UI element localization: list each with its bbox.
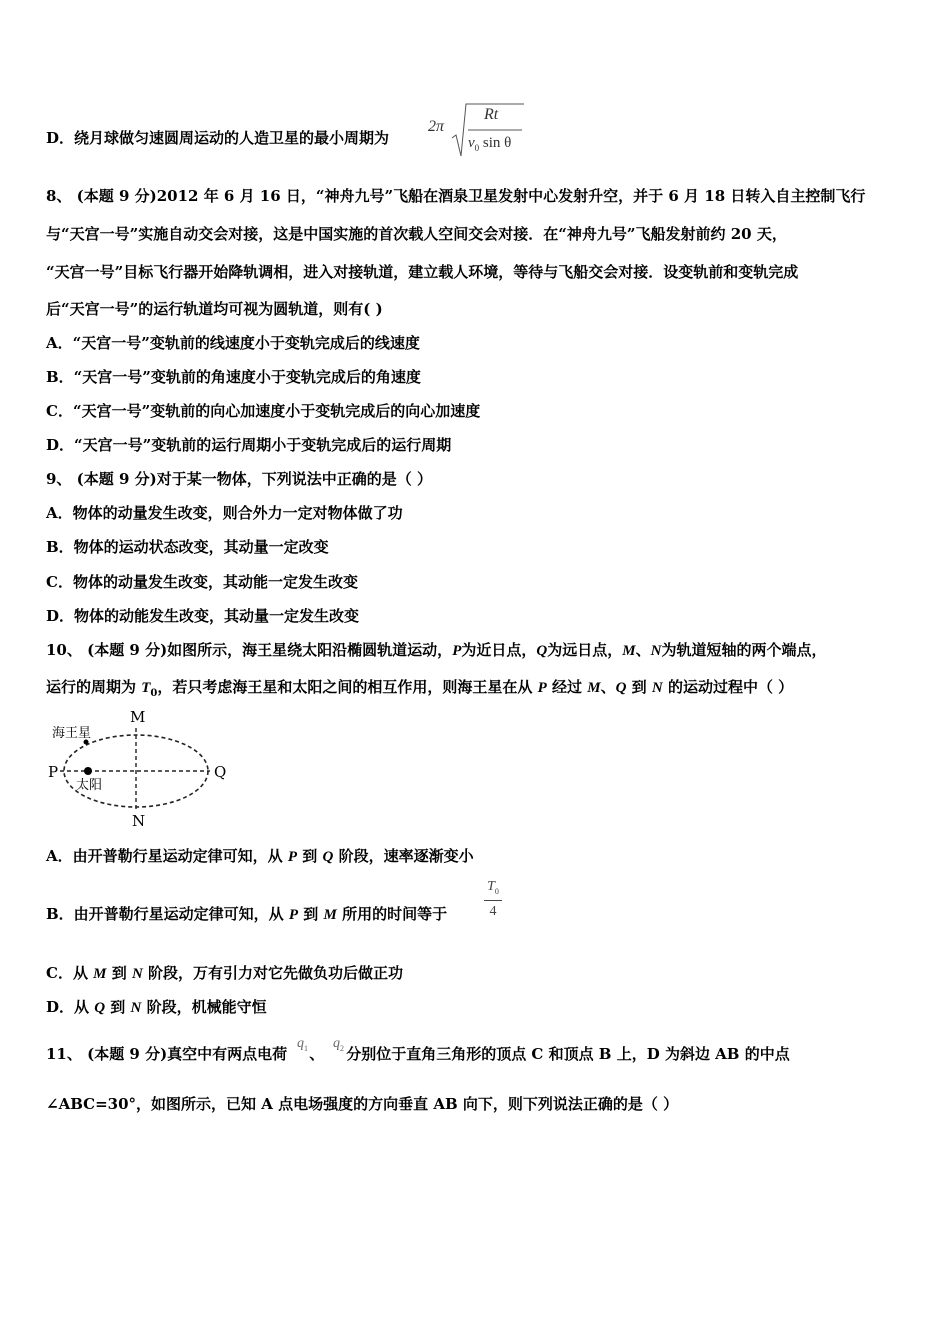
q10-option-d — [46, 997, 267, 1018]
q9-option-c: C．物体的动量发生改变，其动能一定发生改变 — [46, 573, 358, 591]
q10-s1-e: 为轨道短轴的两个端点， — [661, 641, 827, 659]
q10-s2-T: T — [141, 680, 151, 696]
q9-option-d: D．物体的动能发生改变，其动量一定发生改变 — [46, 607, 360, 625]
q10-s2-c: 经过 — [546, 678, 588, 696]
label-sun: 太阳 — [76, 778, 103, 793]
q10-c-a: C．从 — [46, 964, 94, 982]
q9-stem: 9、 (本题 9 分)对于某一物体，下列说法中正确的是（ ） — [46, 470, 432, 488]
q9-option-a: A．物体的动量发生改变，则合外力一定对物体做了功 — [46, 504, 403, 522]
q11-q1: q — [297, 1036, 304, 1051]
frac-denominator: 4 — [489, 904, 497, 919]
q10-a-P: P — [287, 849, 298, 865]
q7-formula-denominator — [468, 135, 511, 153]
q11-stem-line-1 — [46, 1044, 790, 1064]
q8-stem-line-3: “天宫一号”目标飞行器开始降轨调相，进入对接轨道，建立载人环境，等待与飞船交会对接．设变轨前和变轨完成 — [46, 263, 799, 281]
q10-s2-M: M — [587, 680, 601, 696]
q10-s1-a: 10、 (本题 9 分)如图所示，海王星绕太阳沿椭圆轨道运动， — [46, 641, 453, 659]
q10-c-b: 到 — [106, 964, 132, 982]
q8-option-d: D．“天宫一号”变轨前的运行周期小于变轨完成后的运行周期 — [46, 436, 452, 454]
q7-den-rest: sin θ — [482, 135, 512, 151]
q10-option-a — [46, 846, 474, 867]
q10-s2-sub: 0 — [150, 688, 158, 699]
q7-formula — [428, 100, 528, 160]
q11-q2: q — [333, 1036, 340, 1051]
q10-d-N: N — [130, 1000, 142, 1016]
q10-s2-b: ，若只考虑海王星和太阳之间的相互作用，则海王星在从 — [157, 678, 538, 696]
frac-num-sub: 0 — [494, 886, 499, 896]
q10-b-P: P — [288, 907, 299, 923]
q10-s2-a: 运行的周期为 — [46, 678, 142, 696]
q10-a-b: 到 — [297, 847, 323, 865]
q11-charge-q1 — [297, 1036, 308, 1053]
q8-stem-line-1: 8、 (本题 9 分)2012 年 6 月 16 日，“神舟九号”飞船在酒泉卫星发射中心发射升空，并于 6 月 18 日转入自主控制飞行 — [46, 187, 866, 205]
q9-option-b: B．物体的运动状态改变，其动量一定改变 — [46, 538, 329, 556]
q7-option-d — [46, 128, 389, 148]
q10-s2-f: 的运动过程中（ ） — [662, 678, 794, 696]
q11-l1-b: 分别位于直角三角形的顶点 C 和顶点 B 上，D 为斜边 AB 的中点 — [346, 1045, 790, 1063]
q10-option-c — [46, 963, 403, 984]
q10-c-N: N — [131, 966, 143, 982]
q10-s1-P: P — [452, 643, 462, 659]
q8-option-c: C．“天宫一号”变轨前的向心加速度小于变轨完成后的向心加速度 — [46, 402, 481, 420]
q10-d-b: 到 — [105, 998, 131, 1016]
q11-stem-line-2: ∠ABC=30°，如图所示，已知 A 点电场强度的方向垂直 AB 向下，则下列说法正确的是（ ） — [46, 1095, 679, 1113]
q10-b-c: 所用的时间等于 — [336, 905, 448, 923]
q10-a-a: A．由开普勒行星运动定律可知，从 — [46, 847, 288, 865]
q10-option-b-fraction — [482, 879, 504, 929]
q7-formula-numerator: Rt — [484, 106, 499, 123]
q10-b-a: B．由开普勒行星运动定律可知，从 — [46, 905, 289, 923]
q10-s1-Q: Q — [536, 643, 548, 659]
q10-a-c: 阶段，速率逐渐变小 — [333, 847, 474, 865]
label-P: P — [48, 763, 59, 781]
q10-s1-M: M — [622, 643, 636, 659]
q10-a-Q: Q — [322, 849, 334, 865]
q11-q2-sub: 2 — [340, 1043, 344, 1053]
q11-sep: 、 — [309, 1045, 325, 1063]
q10-b-M: M — [323, 907, 337, 923]
q10-s1-N: N — [650, 643, 662, 659]
frac-numerator — [484, 879, 502, 896]
q8-stem-line-4: 后“天宫一号”的运行轨道均可视为圆轨道，则有( ) — [46, 300, 383, 318]
q10-stem-line-1 — [46, 640, 826, 661]
q11-q1-sub: 1 — [304, 1043, 308, 1053]
q10-d-a: D．从 — [46, 998, 95, 1016]
q10-d-c: 阶段，机械能守恒 — [141, 998, 267, 1016]
q10-s2-e: 到 — [626, 678, 652, 696]
q7-den-v: v — [468, 135, 475, 151]
q10-s1-b: 为近日点， — [461, 641, 537, 659]
q10-c-c: 阶段，万有引力对它先做负功后做正功 — [142, 964, 404, 982]
label-Q: Q — [214, 763, 227, 781]
q7-formula-coef: 2π — [428, 118, 445, 135]
q11-charge-q2 — [333, 1036, 344, 1053]
q8-stem-line-2: 与“天宫一号”实施自动交会对接，这是中国实施的首次载人空间交会对接．在“神舟九号”飞船发射前约 20 天， — [46, 225, 787, 243]
label-M: M — [130, 708, 146, 726]
q10-s2-d: 、 — [600, 678, 616, 696]
q10-orbit-figure — [44, 708, 244, 832]
q10-s1-d: 、 — [635, 641, 651, 659]
q7-den-sub: 0 — [474, 143, 480, 153]
q11-l1-a: 11、 (本题 9 分)真空中有两点电荷 — [46, 1045, 288, 1063]
label-neptune: 海王星 — [52, 726, 92, 741]
frac-bar — [484, 900, 502, 901]
q10-b-b: 到 — [298, 905, 324, 923]
q10-d-Q: Q — [94, 1000, 106, 1016]
q10-s1-c: 为远日点， — [547, 641, 623, 659]
q10-s2-P: P — [537, 680, 547, 696]
q10-s2-Q: Q — [615, 680, 627, 696]
q10-stem-line-2 — [46, 677, 793, 704]
q8-option-b: B．“天宫一号”变轨前的角速度小于变轨完成后的角速度 — [46, 368, 421, 386]
frac-num-T: T — [487, 879, 495, 894]
q8-option-a: A．“天宫一号”变轨前的线速度小于变轨完成后的线速度 — [46, 334, 420, 352]
q10-option-b — [46, 904, 447, 925]
q10-s2-N: N — [651, 680, 663, 696]
q10-c-M: M — [93, 966, 107, 982]
q7-option-d-text: D．绕月球做匀速圆周运动的人造卫星的最小周期为 — [46, 129, 390, 147]
label-N: N — [132, 812, 146, 830]
